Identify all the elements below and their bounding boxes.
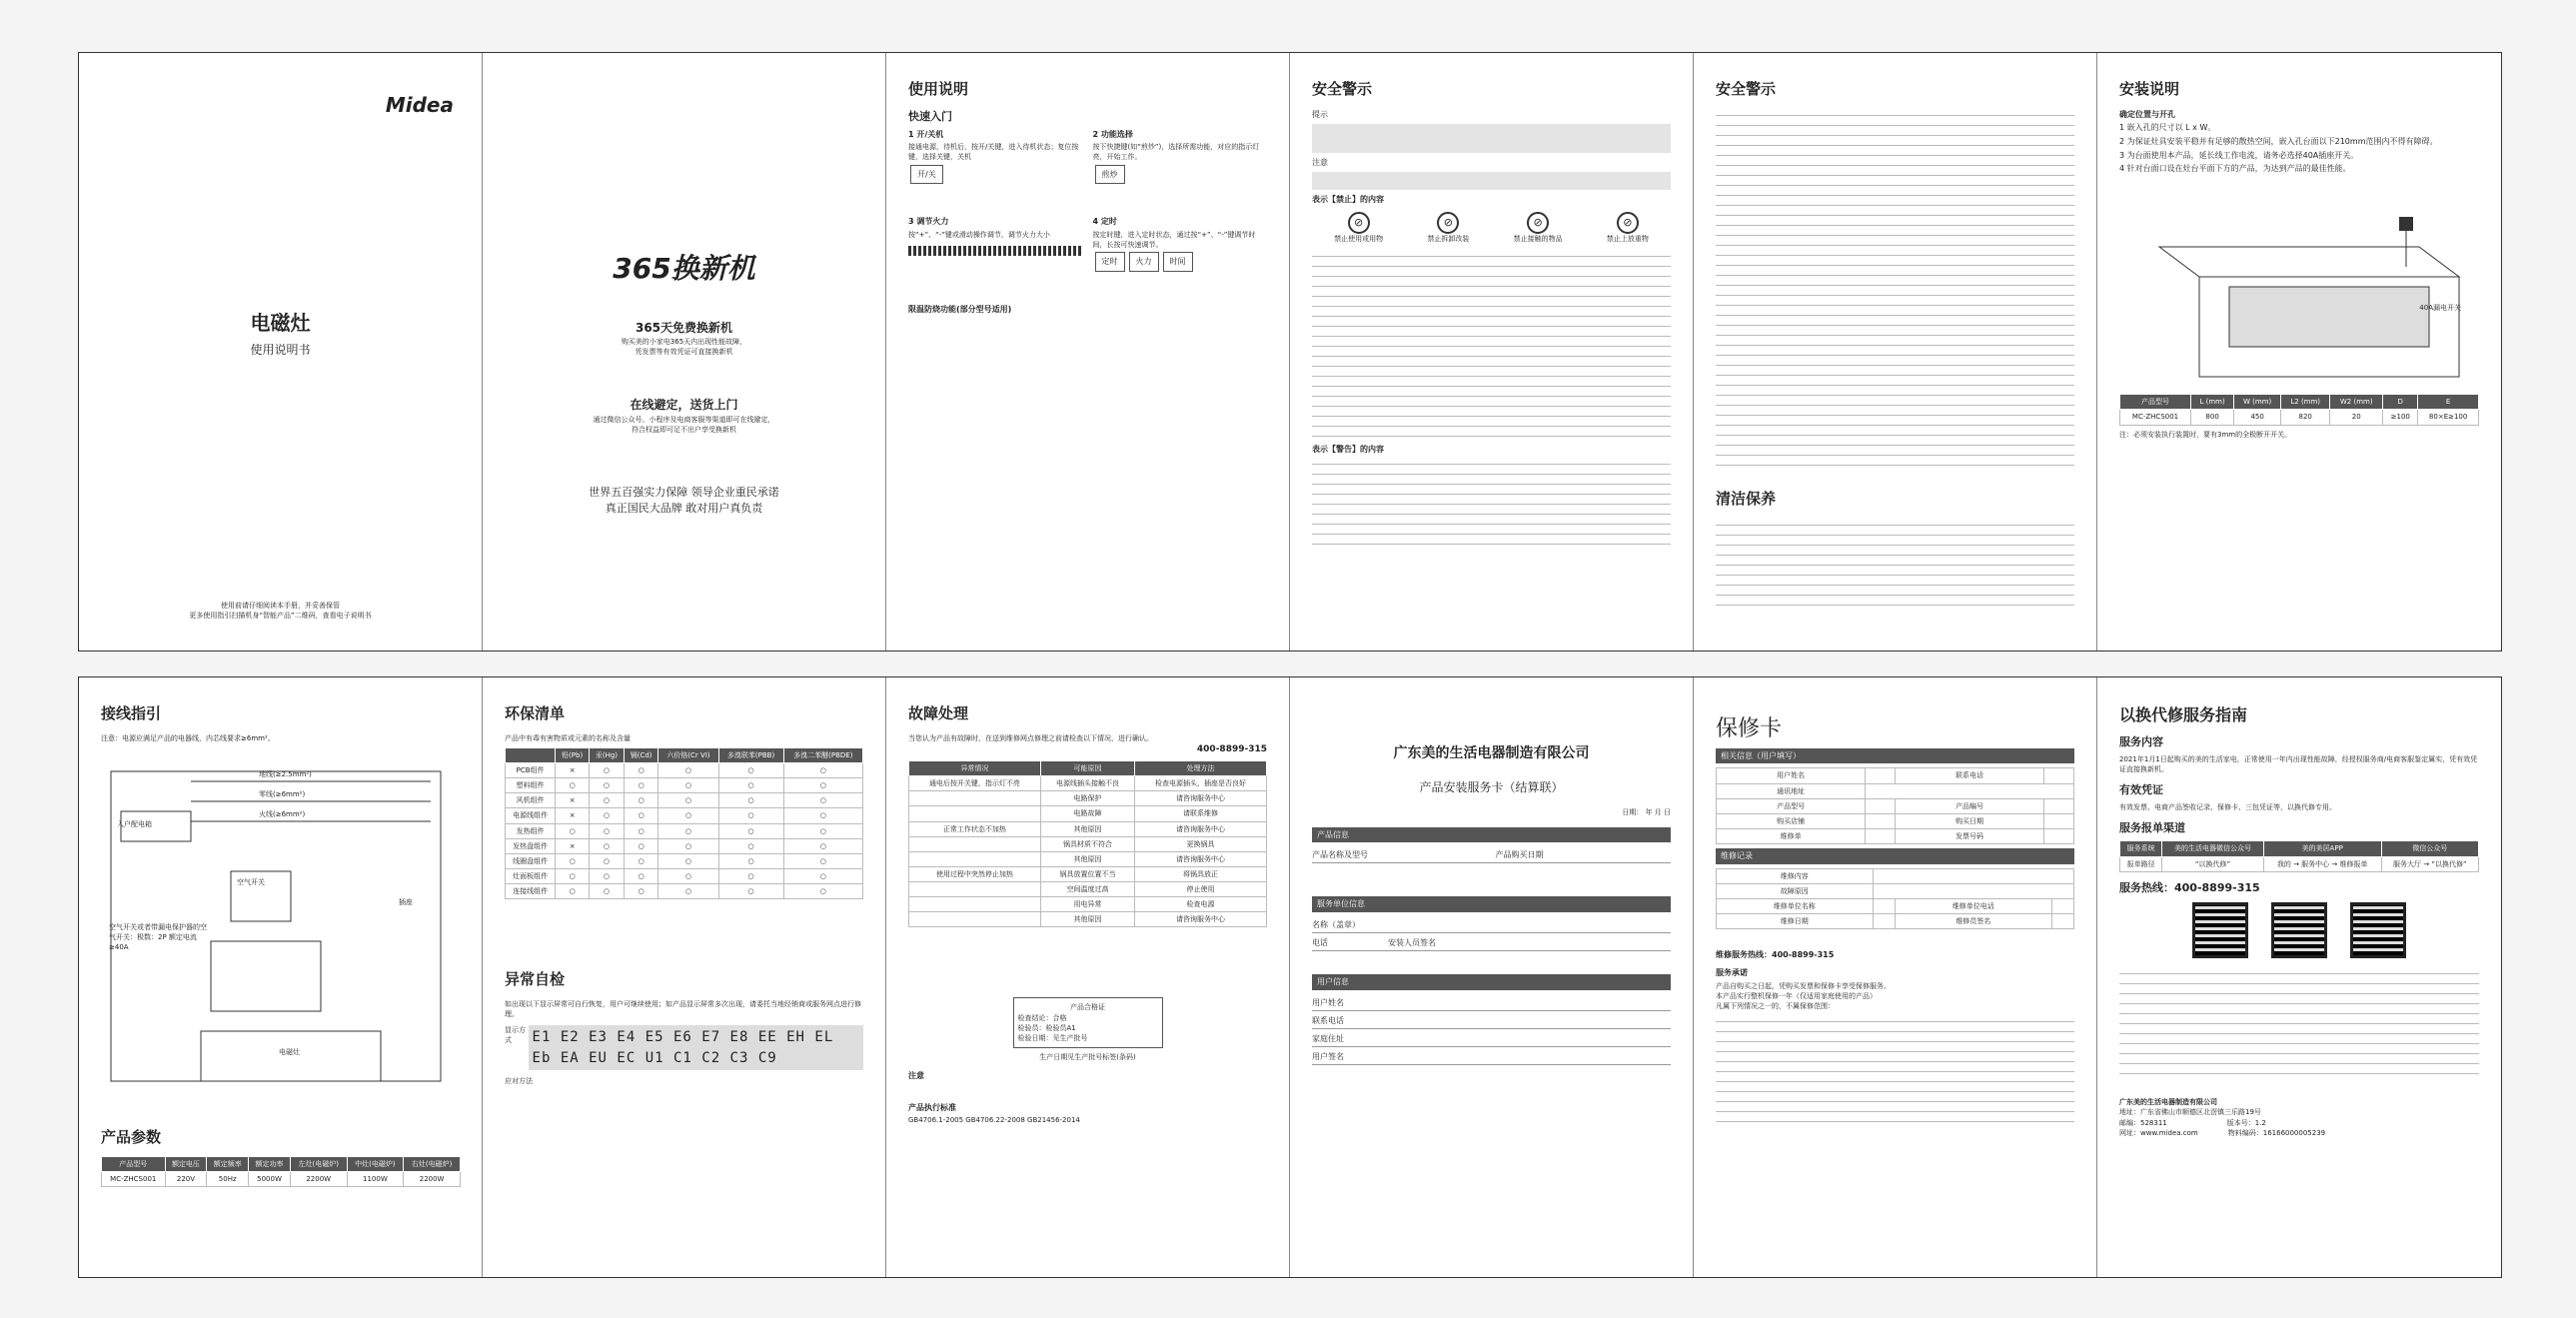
- table-row: 空间温度过高 停止使用: [909, 882, 1267, 897]
- card-field[interactable]: 用户姓名: [1312, 993, 1671, 1011]
- trouble-table: 异常情况 可能原因 处理方法 通电后按开关键，指示灯不亮 电源线插头接触不良 检查电源插头，插座是否良好 电路保护 请咨询服务中心 电路故障 请联系维修 正常工作状态不加热 其他原因 请咨询服务中心 锅具材质不符合 更换锅具 其他原因 请咨询服务中心 使用过程中突然停止加热 锅具放置位置不当 将锅具放正 空间温度过高 停止使用 用电异常 检查电源 其他原因 请咨询服务中心: [908, 760, 1267, 928]
- std-value: GB4706.1-2005 GB4706.22-2008 GB21456-2014: [908, 1116, 1080, 1125]
- warranty-panel: [1694, 677, 2097, 1277]
- trouble-title: 故障处理: [908, 704, 969, 722]
- install-step1: 1 嵌入孔的尺寸以 L x W。: [2119, 123, 2216, 133]
- step3-desc: 按“+”、“-”键或滑动操作调节，调节火力大小: [908, 230, 1050, 239]
- fire-button[interactable]: 火力: [1129, 252, 1159, 272]
- service-table: 服务系统 美的生活电器微信公众号 美的美居APP 微信公众号 报单路径 “以换代修” 我的 → 服务中心 → 维修报单 服务大厅 → “以换代修”: [2119, 840, 2479, 871]
- postcode: 邮编：528311: [2119, 1118, 2167, 1127]
- table-row: 使用过程中突然停止加热 锅具放置位置不当 将锅具放正: [909, 866, 1267, 881]
- ground-label: 地线(≥2.5mm²): [259, 770, 312, 778]
- warranty-repair-table: 维修内容 故障原因 维修单位名称 维修单位电话 维修日期 维修员签名: [1716, 868, 2074, 930]
- fault-title: 异常自检: [505, 970, 566, 989]
- step4: 4 定时: [1092, 217, 1117, 227]
- midea-logo: Midea: [385, 93, 454, 117]
- install-step3: 3 为台面使用本产品，延长线工作电流，请务必选择40A插座开关。: [2119, 150, 2359, 160]
- ban-label: 禁止接触的物品: [1513, 234, 1563, 243]
- service-heading: 有效凭证: [2119, 783, 2163, 797]
- install-sub: 确定位置与开孔: [2119, 109, 2175, 119]
- service-list: [2119, 967, 2479, 1077]
- table-row: 正常工作状态不加热 其他原因 请咨询服务中心: [909, 821, 1267, 836]
- trouble-sub: 当您认为产品有故障时，在送到维修网点修理之前请检查以下情况，进行确认。: [908, 733, 1153, 742]
- safety-ban: 表示【禁止】的内容: [1312, 195, 1384, 205]
- stove-label: 电磁灶: [279, 1048, 300, 1056]
- warranty-text: 产品自购买之日起，凭购买发票和保修卡享受保修服务。: [1716, 981, 1891, 990]
- step4-desc: 按定时键，进入定时状态，通过按“+”、“-”键调节时间，长按可快速调节。: [1092, 230, 1256, 249]
- service-text: 有效发票、电商产品签收记录、保修卡、三包凭证等，以换代修专用。: [2119, 803, 2336, 812]
- cover-subtitle: 使用说明书: [250, 343, 311, 357]
- safety-panel: [1290, 53, 1694, 651]
- std-title: 产品执行标准: [908, 1102, 956, 1112]
- safety-title: 安全警示: [1312, 80, 1373, 98]
- service-heading: 服务报单渠道: [2119, 821, 2185, 835]
- install-diagram: [2119, 187, 2479, 387]
- install-title: 安装说明: [2119, 80, 2180, 98]
- plug-label: 插座: [399, 898, 413, 906]
- safety-warn-box: [1312, 172, 1671, 190]
- top-row: [78, 52, 2502, 652]
- card-field[interactable]: 家庭住址: [1312, 1029, 1671, 1047]
- card-field[interactable]: 联系电话: [1312, 1011, 1671, 1029]
- neutral-label: 零线(≥6mm²): [259, 790, 306, 798]
- no-touch-icon: ⊘: [1527, 212, 1549, 234]
- temp-note: 限温防烧功能(部分型号适用): [908, 304, 1012, 314]
- card-company: 广东美的生活电器制造有限公司: [1393, 745, 1590, 761]
- safety-text: [1312, 250, 1671, 440]
- timer-button[interactable]: 定时: [1095, 252, 1125, 272]
- breaker-label: 40A漏电开关: [2419, 304, 2461, 312]
- safety-tip-box: [1312, 124, 1671, 152]
- param-title: 产品参数: [101, 1128, 162, 1146]
- warranty-list: [1716, 1015, 2074, 1125]
- time-button[interactable]: 时间: [1163, 252, 1193, 272]
- service-panel: [2097, 677, 2501, 1277]
- promo-slogan1: 世界五百强实力保障 领导企业重民承诺: [589, 485, 779, 499]
- clean-title: 清洁保养: [1716, 489, 1777, 508]
- power-button[interactable]: 开/关: [910, 165, 943, 185]
- eco-table: 铅(Pb) 汞(Hg) 镉(Cd) 六价铬(Cr VI) 多溴联苯(PBB) 多溴二苯醚(PBDE) PCB组件 × ○ ○ ○ ○ ○ 塑料组件 ○ ○ ○ ○ ○ ○ 风机组件 × ○ ○ ○ ○ ○ 电源线组件 × ○ ○ ○ ○ ○ 发热组件 ○ ○ ○ ○ ○ ○ 发热盘组件 × ○ ○ ○ ○ ○ 线圈盘组件 ○ ○ ○ ○ ○ ○ 灶面板组件 ○ ○ ○ ○ ○ ○ 连接线组件 ○ ○ ○ ○ ○ ○: [505, 747, 863, 899]
- service-hotline: 服务热线：400-8899-315: [2119, 880, 2260, 894]
- promo-line1: 购买美的小家电365天内出现性能故障，: [621, 337, 747, 346]
- promo-logo: 365换新机: [613, 252, 755, 285]
- card-field[interactable]: 用户签名: [1312, 1047, 1671, 1065]
- promo-title: 365天免费换新机: [635, 320, 733, 335]
- qr-code-icon[interactable]: [2192, 902, 2248, 958]
- eco-title: 环保清单: [505, 704, 566, 722]
- install-table: 产品型号 L (mm) W (mm) L2 (mm) W2 (mm) D E MC-ZHCS001 800 450 820 20 ≥100 80×E≥100: [2119, 394, 2479, 425]
- wiring-title: 接线指引: [101, 704, 162, 722]
- step1: 1 开/关机: [908, 129, 944, 139]
- install-step2: 2 为保证灶具安装平稳并有足够的散热空间，嵌入孔台面以下210mm范围内不得有障碍。: [2119, 136, 2438, 146]
- clean-text: [1716, 519, 2074, 609]
- warranty-svc: 服务承诺: [1716, 967, 1748, 977]
- promo-line4: 符合权益即可足不出户享受换新机: [632, 425, 736, 434]
- eco-sub: 产品中有毒有害物质或元素的名称及含量: [505, 733, 631, 742]
- safety2-title: 安全警示: [1716, 80, 1777, 98]
- safety-mark: 提示: [1312, 109, 1328, 119]
- card-section3: 用户信息: [1312, 974, 1671, 990]
- step2-desc: 按下快捷键(如“煎炒”)，选择所需功能，对应的指示灯亮，开始工作。: [1092, 143, 1260, 162]
- warranty-section1: 相关信息（用户填写）: [1716, 748, 2074, 764]
- switch-spec: 空气开关或者带漏电保护器的空气开关：极数：2P 额定电流≥40A: [109, 923, 207, 952]
- fry-button[interactable]: 煎炒: [1095, 165, 1125, 185]
- table-row: 电路保护 请咨询服务中心: [909, 791, 1267, 806]
- power-slider[interactable]: [908, 246, 1083, 256]
- safety2-panel: [1694, 53, 2097, 651]
- service-heading: 服务内容: [2119, 735, 2163, 749]
- warranty-info-table: 用户姓名 联系电话 通讯地址 产品型号 产品编号 购买店铺 购买日期 维修单 发票号码: [1716, 767, 2074, 844]
- eco-panel: [483, 677, 886, 1277]
- ban-icon: ⊘: [1348, 212, 1370, 234]
- fault-note: 如出现以下显示屏常可自行恢复，用户可继续使用；如产品显示屏常多次出现，请委托当地经销商或服务网点进行修理。: [505, 1000, 861, 1019]
- ban-label: 禁止使用或用物: [1334, 234, 1384, 243]
- wiring-note: 注意：电源应满足产品的电器线，内芯线要求≥6mm²。: [101, 733, 275, 742]
- no-disassemble-icon: ⊘: [1437, 212, 1459, 234]
- card-date: 日期： 年 月 日: [1622, 807, 1671, 816]
- card-title: 产品安装服务卡（结算联）: [1419, 780, 1564, 795]
- card-field: 产品名称及型号: [1312, 850, 1368, 860]
- card-field: 产品购买日期: [1495, 850, 1544, 860]
- version: 版本号：1.2: [2226, 1118, 2266, 1127]
- table-row: 电路故障 请联系维修: [909, 806, 1267, 821]
- install-step4: 4 针对台面口设在灶台平面下方的产品，为达到产品的最佳性能。: [2119, 164, 2351, 174]
- ban-label: 禁止拆卸改装: [1427, 234, 1470, 243]
- install-panel: [2097, 53, 2501, 651]
- quick-start: 快速入门: [908, 109, 952, 123]
- company-address: 地址：广东省佛山市顺德区北滘镇三乐路19号: [2119, 1108, 2261, 1117]
- cover-footer2: 更多使用指引扫描机身“智能产品”二维码，查看电子说明书: [189, 611, 372, 620]
- table-row: 锅具材质不符合 更换锅具: [909, 836, 1267, 851]
- promo-line2: 凭发票等有效凭证可直接换新机: [635, 348, 733, 357]
- warranty-text: 凡属下列情况之一的，不属保修范围：: [1716, 1001, 1835, 1010]
- cert-box: 产品合格证 检查结论：合格 检验员：检验员A1 检验日期：见生产批号: [1013, 997, 1163, 1048]
- cover-footer1: 使用前请仔细阅读本手册，并妥善保管: [221, 601, 340, 610]
- step1-desc: 接通电源，待机后，按开/关键，进入待机状态；复位按键，选择关键，关机: [908, 143, 1079, 162]
- promo-slogan2: 真正国民大品牌 敢对用户真负责: [605, 501, 763, 515]
- usage-panel: [886, 53, 1290, 651]
- wiring-panel: [79, 677, 483, 1277]
- trouble-hotline: 400-8899-315: [1196, 743, 1267, 754]
- danger-text: [1312, 458, 1671, 548]
- qr-code-icon[interactable]: [2350, 902, 2406, 958]
- error-codes: E1 E2 E3 E4 E5 E6 E7 E8 EE EH EL Eb EA EU EC U1 C1 C2 C3 C9: [529, 1025, 863, 1070]
- table-row: 通电后按开关键，指示灯不亮 电源线插头接触不良 检查电源插头，插座是否良好: [909, 776, 1267, 791]
- step2: 2 功能选择: [1092, 129, 1133, 139]
- cover-panel: [79, 53, 483, 651]
- card-field[interactable]: 安装人员签名: [1388, 938, 1436, 948]
- material-code: 物料编码：16166000005239: [2227, 1128, 2326, 1137]
- warranty-text: 本产品实行整机保修一年（仅适用家庭使用的产品）: [1716, 991, 1877, 1000]
- card-section2: 服务单位信息: [1312, 896, 1671, 912]
- service-title: 以换代修服务指南: [2119, 705, 2248, 724]
- param-table: 产品型号 额定电压 额定频率 额定功率 左灶(电磁炉) 中灶(电磁炉) 右灶(电磁炉) MC-ZHCS001 220V 50Hz 5000W 2200W 1100W 2200W: [101, 1156, 461, 1187]
- service-text: 2021年1月1日起购买的美的生活家电，正常使用一年内出现性能故障，经授权服务商/电商客服鉴定属实，凭有效凭证直接换新机。: [2119, 755, 2478, 774]
- no-heavy-icon: ⊘: [1617, 212, 1639, 234]
- method-label: 应对方法: [505, 1076, 533, 1085]
- warranty-hotline: 维修服务热线：400-8899-315: [1716, 950, 1835, 960]
- safety-warn: 注意: [1312, 157, 1328, 167]
- card-field[interactable]: 名称（盖章）: [1312, 915, 1671, 933]
- usage-title: 使用说明: [908, 80, 969, 98]
- safety-danger: 表示【警告】的内容: [1312, 445, 1384, 455]
- wiring-diagram: [101, 751, 461, 1091]
- table-row: 其他原因 请咨询服务中心: [909, 912, 1267, 927]
- service-card-panel: [1290, 677, 1694, 1277]
- live-label: 火线(≥6mm²): [259, 810, 306, 818]
- company-name: 广东美的生活电器制造有限公司: [2119, 1098, 2217, 1107]
- step3: 3 调节火力: [908, 217, 949, 227]
- caution-label: 注意: [908, 1071, 924, 1081]
- trouble-panel: [886, 677, 1290, 1277]
- bottom-row: [78, 676, 2502, 1278]
- promo-panel: [483, 53, 886, 651]
- warranty-title: 保修卡: [1716, 716, 1783, 741]
- show-label: 显示方式: [505, 1026, 526, 1045]
- promo-title2: 在线避定，送货上门: [630, 398, 738, 413]
- ban-label: 禁止上放重物: [1606, 234, 1649, 243]
- table-row: 其他原因 请咨询服务中心: [909, 851, 1267, 866]
- card-section1: 产品信息: [1312, 827, 1671, 843]
- safety2-text: [1716, 109, 2074, 469]
- table-row: 用电异常 检查电源: [909, 897, 1267, 912]
- cover-title: 电磁灶: [250, 311, 311, 335]
- promo-line3: 通过微信公众号、小程序及电商客服等渠道即可在线避定，: [593, 415, 775, 424]
- install-note: 注：必须安装执行装置时，要有3mm的全极断开开关。: [2119, 430, 2292, 439]
- breaker-box-label: 入户配电箱: [117, 820, 152, 828]
- card-field[interactable]: 电话: [1312, 938, 1328, 948]
- qr-code-icon[interactable]: [2271, 902, 2327, 958]
- maker-label: 生产日期见生产批号标签(条码): [1039, 1053, 1136, 1062]
- warranty-section2: 维修记录: [1716, 848, 2074, 864]
- website-link[interactable]: 网址：www.midea.com: [2119, 1128, 2198, 1137]
- switch-label: 空气开关: [237, 878, 265, 886]
